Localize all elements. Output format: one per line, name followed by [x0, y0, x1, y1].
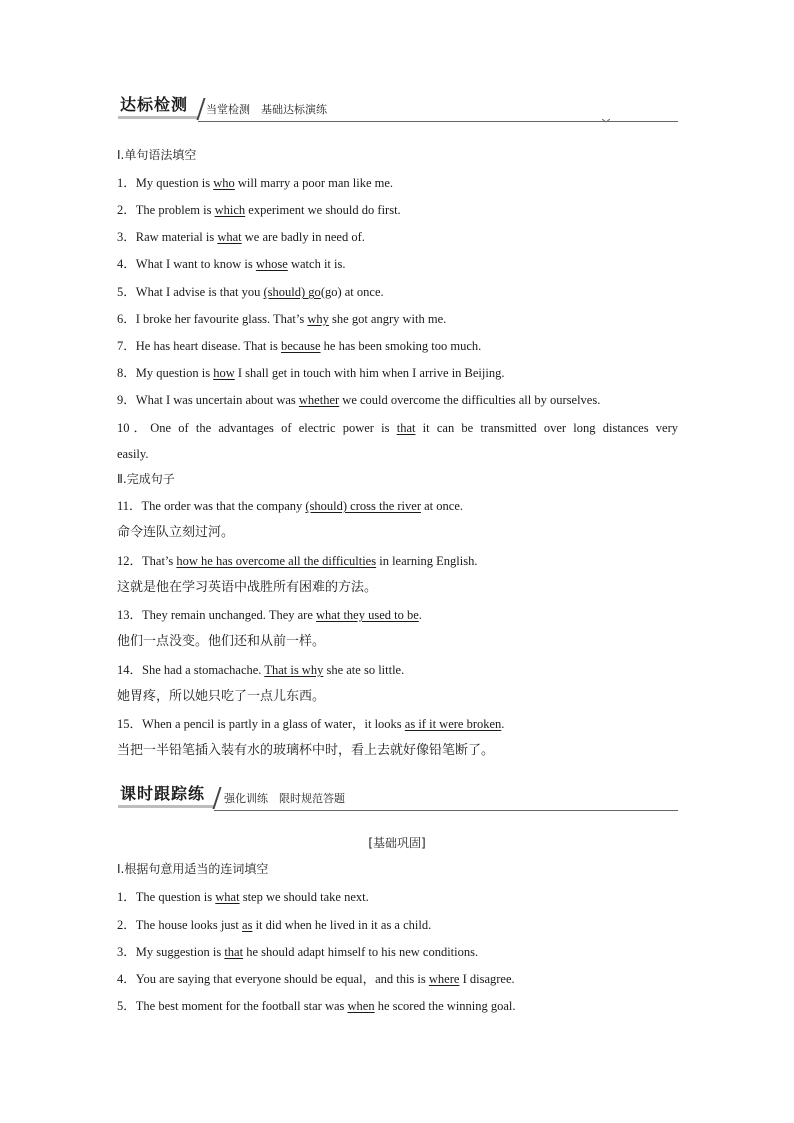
answer-blank: which — [214, 203, 246, 217]
list-item: 13．They remain unchanged. They are what they used to be. — [117, 608, 422, 622]
answer-blank: (should) cross the river — [305, 499, 421, 513]
list-item: 4．You are saying that everyone should be equal，and this is where I disagree. — [117, 972, 515, 986]
answer-blank: what — [215, 890, 240, 904]
section-header-dabiao — [118, 96, 678, 122]
header-notch-icon — [602, 119, 610, 123]
answer-blank: that — [396, 421, 416, 435]
list-item: 6．I broke her favourite glass. That’s why she got angry with me. — [117, 312, 447, 326]
part1-heading: Ⅰ.根据句意用适当的连词填空 — [117, 862, 269, 876]
section-title: 课时跟踪练 — [120, 784, 206, 803]
list-item: 8．My question is how I shall get in touch with him when I arrive in Beijing. — [117, 366, 505, 380]
sub-section-heading: [基础巩固] — [368, 836, 426, 850]
section-subtitle: 当堂检测 基础达标演练 — [206, 103, 327, 116]
section-title: 达标检测 — [120, 95, 189, 114]
section-header-keshi — [118, 785, 678, 811]
list-item: 12．That’s how he has overcome all the difficulties in learning English. — [117, 554, 478, 568]
list-item: 10．One of the advantages of electric power is that it can be transmitted over long distances very — [117, 421, 678, 435]
answer-blank: what — [217, 230, 242, 244]
answer-blank: as if it were broken — [404, 717, 502, 731]
translation-text: 他们一点没变。他们还和从前一样。 — [117, 634, 326, 649]
list-item: 1．The question is what step we should take next. — [117, 890, 369, 904]
header-rule — [214, 810, 678, 811]
answer-blank: who — [213, 176, 235, 190]
answer-blank: when — [347, 999, 375, 1013]
translation-text: 这就是他在学习英语中战胜所有困难的方法。 — [117, 580, 378, 595]
translation-text: 她胃疼，所以她只吃了一点儿东西。 — [117, 689, 326, 704]
list-item: 7．He has heart disease. That is because he has been smoking too much. — [117, 339, 482, 353]
answer-blank: whose — [255, 257, 288, 271]
answer-blank: how — [213, 366, 235, 380]
list-item: 1．My question is who will marry a poor man like me. — [117, 176, 394, 190]
list-item: 4．What I want to know is whose watch it is. — [117, 257, 346, 271]
answer-blank: where — [428, 972, 460, 986]
translation-text: 命令连队立刻过河。 — [117, 525, 235, 540]
list-item: 5．The best moment for the football star was when he scored the winning goal. — [117, 999, 516, 1013]
answer-blank: that — [224, 945, 244, 959]
list-item: 2．The house looks just as it did when he lived in it as a child. — [117, 918, 432, 932]
part2-heading: Ⅱ.完成句子 — [117, 472, 175, 486]
list-item: 15．When a pencil is partly in a glass of water，it looks as if it were broken. — [117, 717, 505, 731]
answer-blank: (should) go — [263, 285, 321, 299]
answer-blank: what they used to be — [316, 608, 419, 622]
answer-blank: how he has overcome all the difficulties — [176, 554, 377, 568]
list-item: 3．Raw material is what we are badly in need of. — [117, 230, 365, 244]
list-item: 3．My suggestion is that he should adapt himself to his new conditions. — [117, 945, 479, 959]
answer-blank: why — [307, 312, 329, 326]
answer-blank: because — [280, 339, 321, 353]
translation-text: 当把一半铅笔插入装有水的玻璃杯中时，看上去就好像铅笔断了。 — [117, 743, 495, 758]
list-item-continuation: easily. — [117, 447, 149, 461]
section-subtitle: 强化训练 限时规范答题 — [224, 792, 345, 805]
list-item: 11．The order was that the company (should) cross the river at once. — [117, 499, 463, 513]
list-item: 5．What I advise is that you (should) go(go) at once. — [117, 285, 384, 299]
part1-heading: Ⅰ.单句语法填空 — [117, 148, 197, 162]
list-item: 2．The problem is which experiment we should do first. — [117, 203, 401, 217]
answer-blank: as — [242, 918, 253, 932]
list-item: 14．She had a stomachache. That is why she ate so little. — [117, 663, 405, 677]
answer-blank: That is why — [264, 663, 324, 677]
answer-blank: whether — [298, 393, 340, 407]
list-item: 9．What I was uncertain about was whether we could overcome the difficulties all by ourselves. — [117, 393, 601, 407]
